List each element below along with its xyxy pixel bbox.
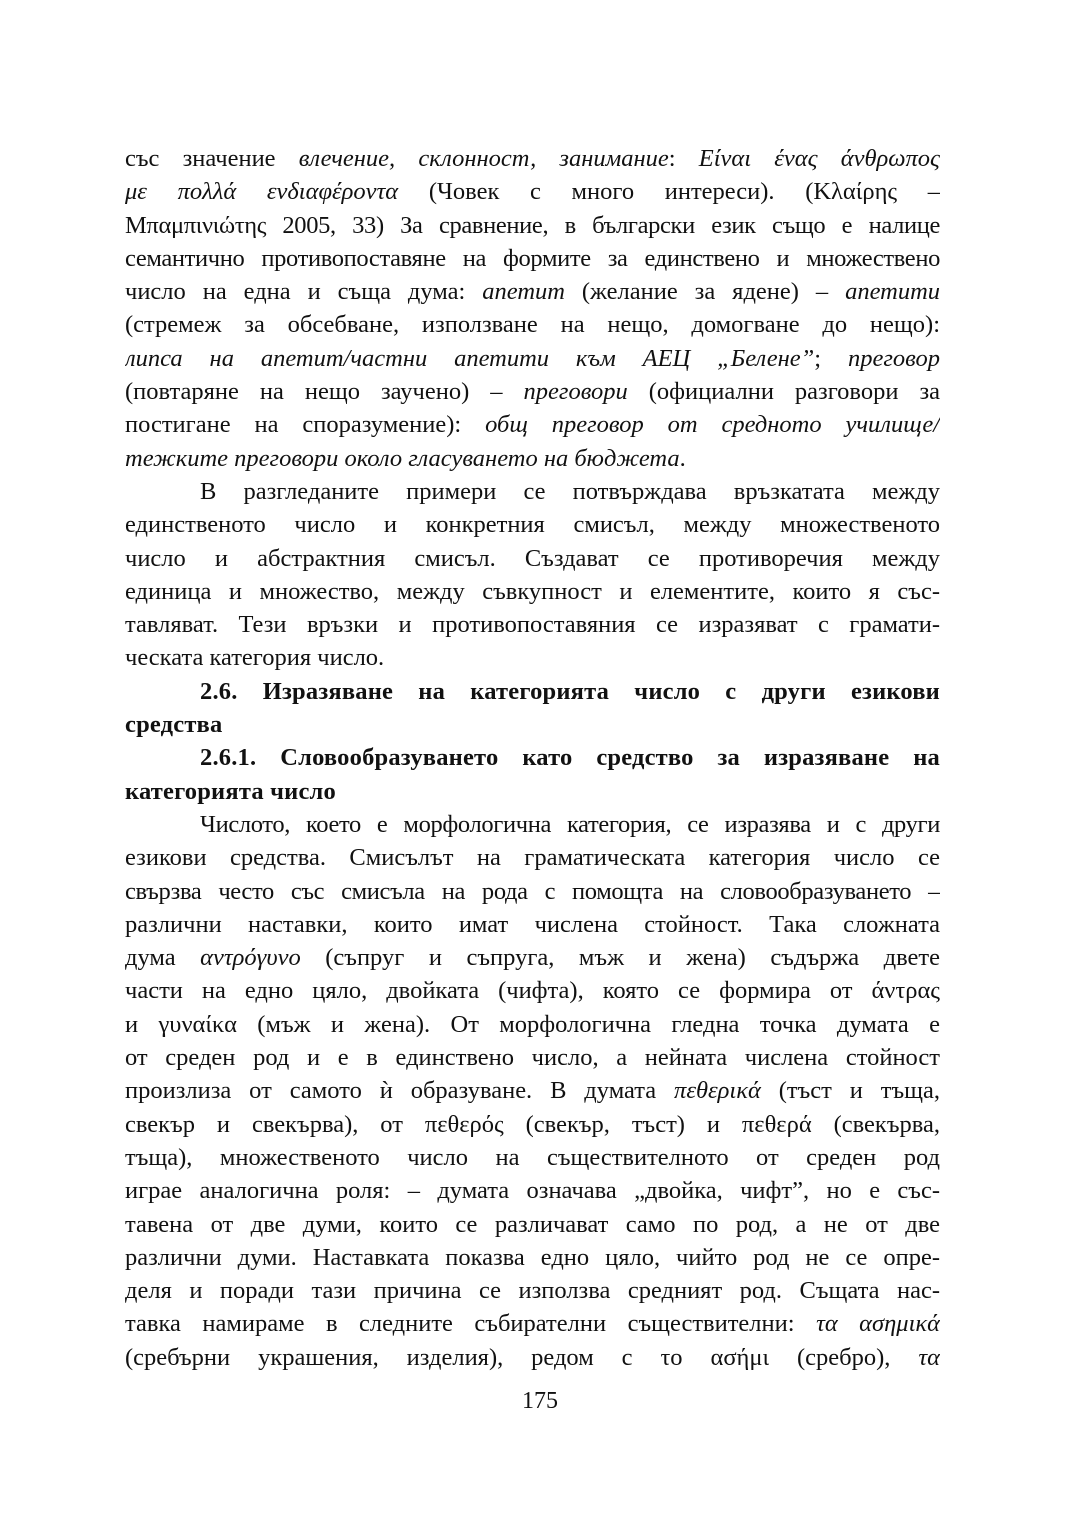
- text-segment: средства: [125, 711, 223, 739]
- italic-segment: Είναι ένας άνθρωπος: [698, 145, 940, 172]
- text-segment: категорията число: [125, 777, 336, 805]
- text-line: [125, 841, 940, 874]
- text-segment: играе аналогична роля: – думата означава „двойка, чифт”, но е със-: [125, 1177, 940, 1205]
- text-line: [125, 741, 940, 774]
- text-line: [125, 908, 940, 941]
- text-segment: семантично противопоставяне на формите за единствено и множествено: [125, 244, 940, 272]
- text-line: [125, 1008, 940, 1041]
- text-line: [125, 974, 940, 1007]
- text-line: [125, 508, 940, 541]
- text-segment: различни думи. Наставката показва едно цяло, чийто род не се опре-: [125, 1243, 940, 1271]
- text-line: [125, 775, 940, 808]
- text-line: [125, 408, 940, 441]
- text-segment: (сребърни украшения, изделия), редом с το ασήμι (сребро),: [125, 1343, 919, 1371]
- text-line: [125, 142, 940, 175]
- text-segment: части на едно цяло, двойката (чифта), която се формира от άντρας: [125, 977, 940, 1005]
- text-segment: (Човек с много интереси). (Κλαίρης –: [398, 178, 940, 206]
- italic-segment: преговори: [523, 378, 628, 406]
- italic-segment: общ преговор от средното училище/: [485, 411, 940, 439]
- text-segment: единица и множество, между съвкупност и елементите, които я със-: [125, 577, 940, 605]
- text-segment: (повтаряне на нещо заучено) –: [125, 378, 524, 406]
- text-segment: и γυναίκα (мъж и жена). От морфологична гледна точка думата е: [125, 1010, 940, 1038]
- text-line: [125, 175, 940, 208]
- text-line: [125, 641, 940, 674]
- text-line: [125, 542, 940, 575]
- text-segment: със значение: [125, 145, 299, 172]
- italic-segment: влечение, склонност, занимание: [298, 145, 669, 172]
- text-segment: (желание за ядене) –: [564, 278, 846, 306]
- text-segment: тъща), множественото число на съществителното от среден род: [125, 1143, 940, 1171]
- text-segment: тавляват. Тези връзки и противопоставяния се изразяват с грамати-: [125, 611, 940, 639]
- text-line: [125, 1041, 940, 1074]
- italic-segment: με πολλά ενδιαφέροντα: [125, 178, 399, 206]
- text-line: [125, 1274, 940, 1307]
- text-line: [125, 608, 940, 641]
- text-segment: различни наставки, които имат числена стойност. Така сложната: [125, 910, 940, 938]
- text-line: [125, 1307, 940, 1340]
- text-line: [125, 575, 940, 608]
- text-segment: Μπαμπινιώτης 2005, 33) За сравнение, в български език също е налице: [125, 211, 940, 239]
- text-segment: свързва често със смисъла на рода с помощта на словообразуването –: [125, 877, 940, 905]
- italic-segment: αντρόγυνο: [200, 944, 301, 972]
- italic-segment: апетит: [482, 278, 565, 306]
- text-segment: дума: [125, 944, 201, 972]
- text-line: [125, 875, 940, 908]
- text-segment: :: [668, 145, 699, 172]
- text-segment: от среден род и е в единствено число, а нейната числена стойност: [125, 1044, 940, 1072]
- text-segment: деля и поради тази причина се използва средният род. Същата нас-: [125, 1277, 940, 1305]
- italic-segment: тежките преговори около гласуването на бюджета: [125, 444, 680, 472]
- italic-segment: апетити: [845, 278, 940, 306]
- text-segment: езикови средства. Смисълът на граматическата категория число се: [125, 844, 940, 872]
- text-line: [125, 375, 940, 408]
- text-segment: 2.6.1. Словообразуването като средство за изразяване на: [200, 744, 940, 772]
- text-segment: 2.6. Изразяване на категорията число с други езикови: [200, 677, 940, 705]
- text-line: [125, 308, 940, 341]
- text-line: [125, 209, 940, 242]
- italic-segment: τα: [918, 1343, 940, 1371]
- text-line: [125, 1174, 940, 1207]
- text-line: [125, 1341, 940, 1374]
- page-number: 175: [522, 1388, 558, 1414]
- text-segment: (тъст и тъща,: [760, 1077, 940, 1105]
- text-line: [125, 1141, 940, 1174]
- text-segment: единственото число и конкретния смисъл, между множественото: [125, 511, 940, 539]
- text-line: [125, 475, 940, 508]
- text-line: [125, 342, 940, 375]
- italic-segment: преговор: [847, 344, 940, 372]
- text-line: [125, 242, 940, 275]
- page-text-body: [125, 142, 940, 1374]
- text-segment: тавка намираме в следните събирателни съществителни:: [125, 1310, 817, 1338]
- text-segment: (съпруг и съпруга, мъж и жена) съдържа двете: [300, 944, 940, 972]
- italic-segment: τα ασημικά: [816, 1310, 940, 1338]
- text-segment: ;: [814, 344, 848, 372]
- text-segment: ческата категория число.: [125, 644, 385, 672]
- text-segment: постигане на споразумение):: [125, 411, 486, 439]
- text-segment: Числото, което е морфологична категория, се изразява и с други: [200, 810, 940, 838]
- italic-segment: липса на апетит/частни апетити към АЕЦ „Белене”: [125, 344, 815, 372]
- text-line: [125, 675, 940, 708]
- text-line: [125, 708, 940, 741]
- text-segment: свекър и свекърва), от πεθερός (свекър, тъст) и πεθερά (свекърва,: [125, 1110, 940, 1138]
- text-line: [125, 808, 940, 841]
- italic-segment: πεθερικά: [674, 1077, 761, 1105]
- text-line: [125, 1108, 940, 1141]
- text-line: [125, 442, 940, 475]
- text-line: [125, 1074, 940, 1107]
- text-segment: (официални разговори за: [627, 378, 940, 406]
- text-segment: (стремеж за обсебване, използване на нещо, домогване до нещо):: [125, 311, 940, 339]
- text-segment: В разгледаните примери се потвърждава връзкатата между: [200, 477, 940, 505]
- text-line: [125, 1208, 940, 1241]
- text-line: [125, 1241, 940, 1274]
- text-segment: число на една и съща дума:: [125, 278, 483, 306]
- text-segment: .: [679, 444, 686, 472]
- text-segment: тавена от две думи, които се различават само по род, а не от две: [125, 1210, 940, 1238]
- text-segment: произлиза от самото ѝ образуване. В думата: [125, 1077, 675, 1105]
- text-segment: число и абстрактния смисъл. Създават се противоречия между: [125, 544, 940, 572]
- text-line: [125, 275, 940, 308]
- text-line: [125, 941, 940, 974]
